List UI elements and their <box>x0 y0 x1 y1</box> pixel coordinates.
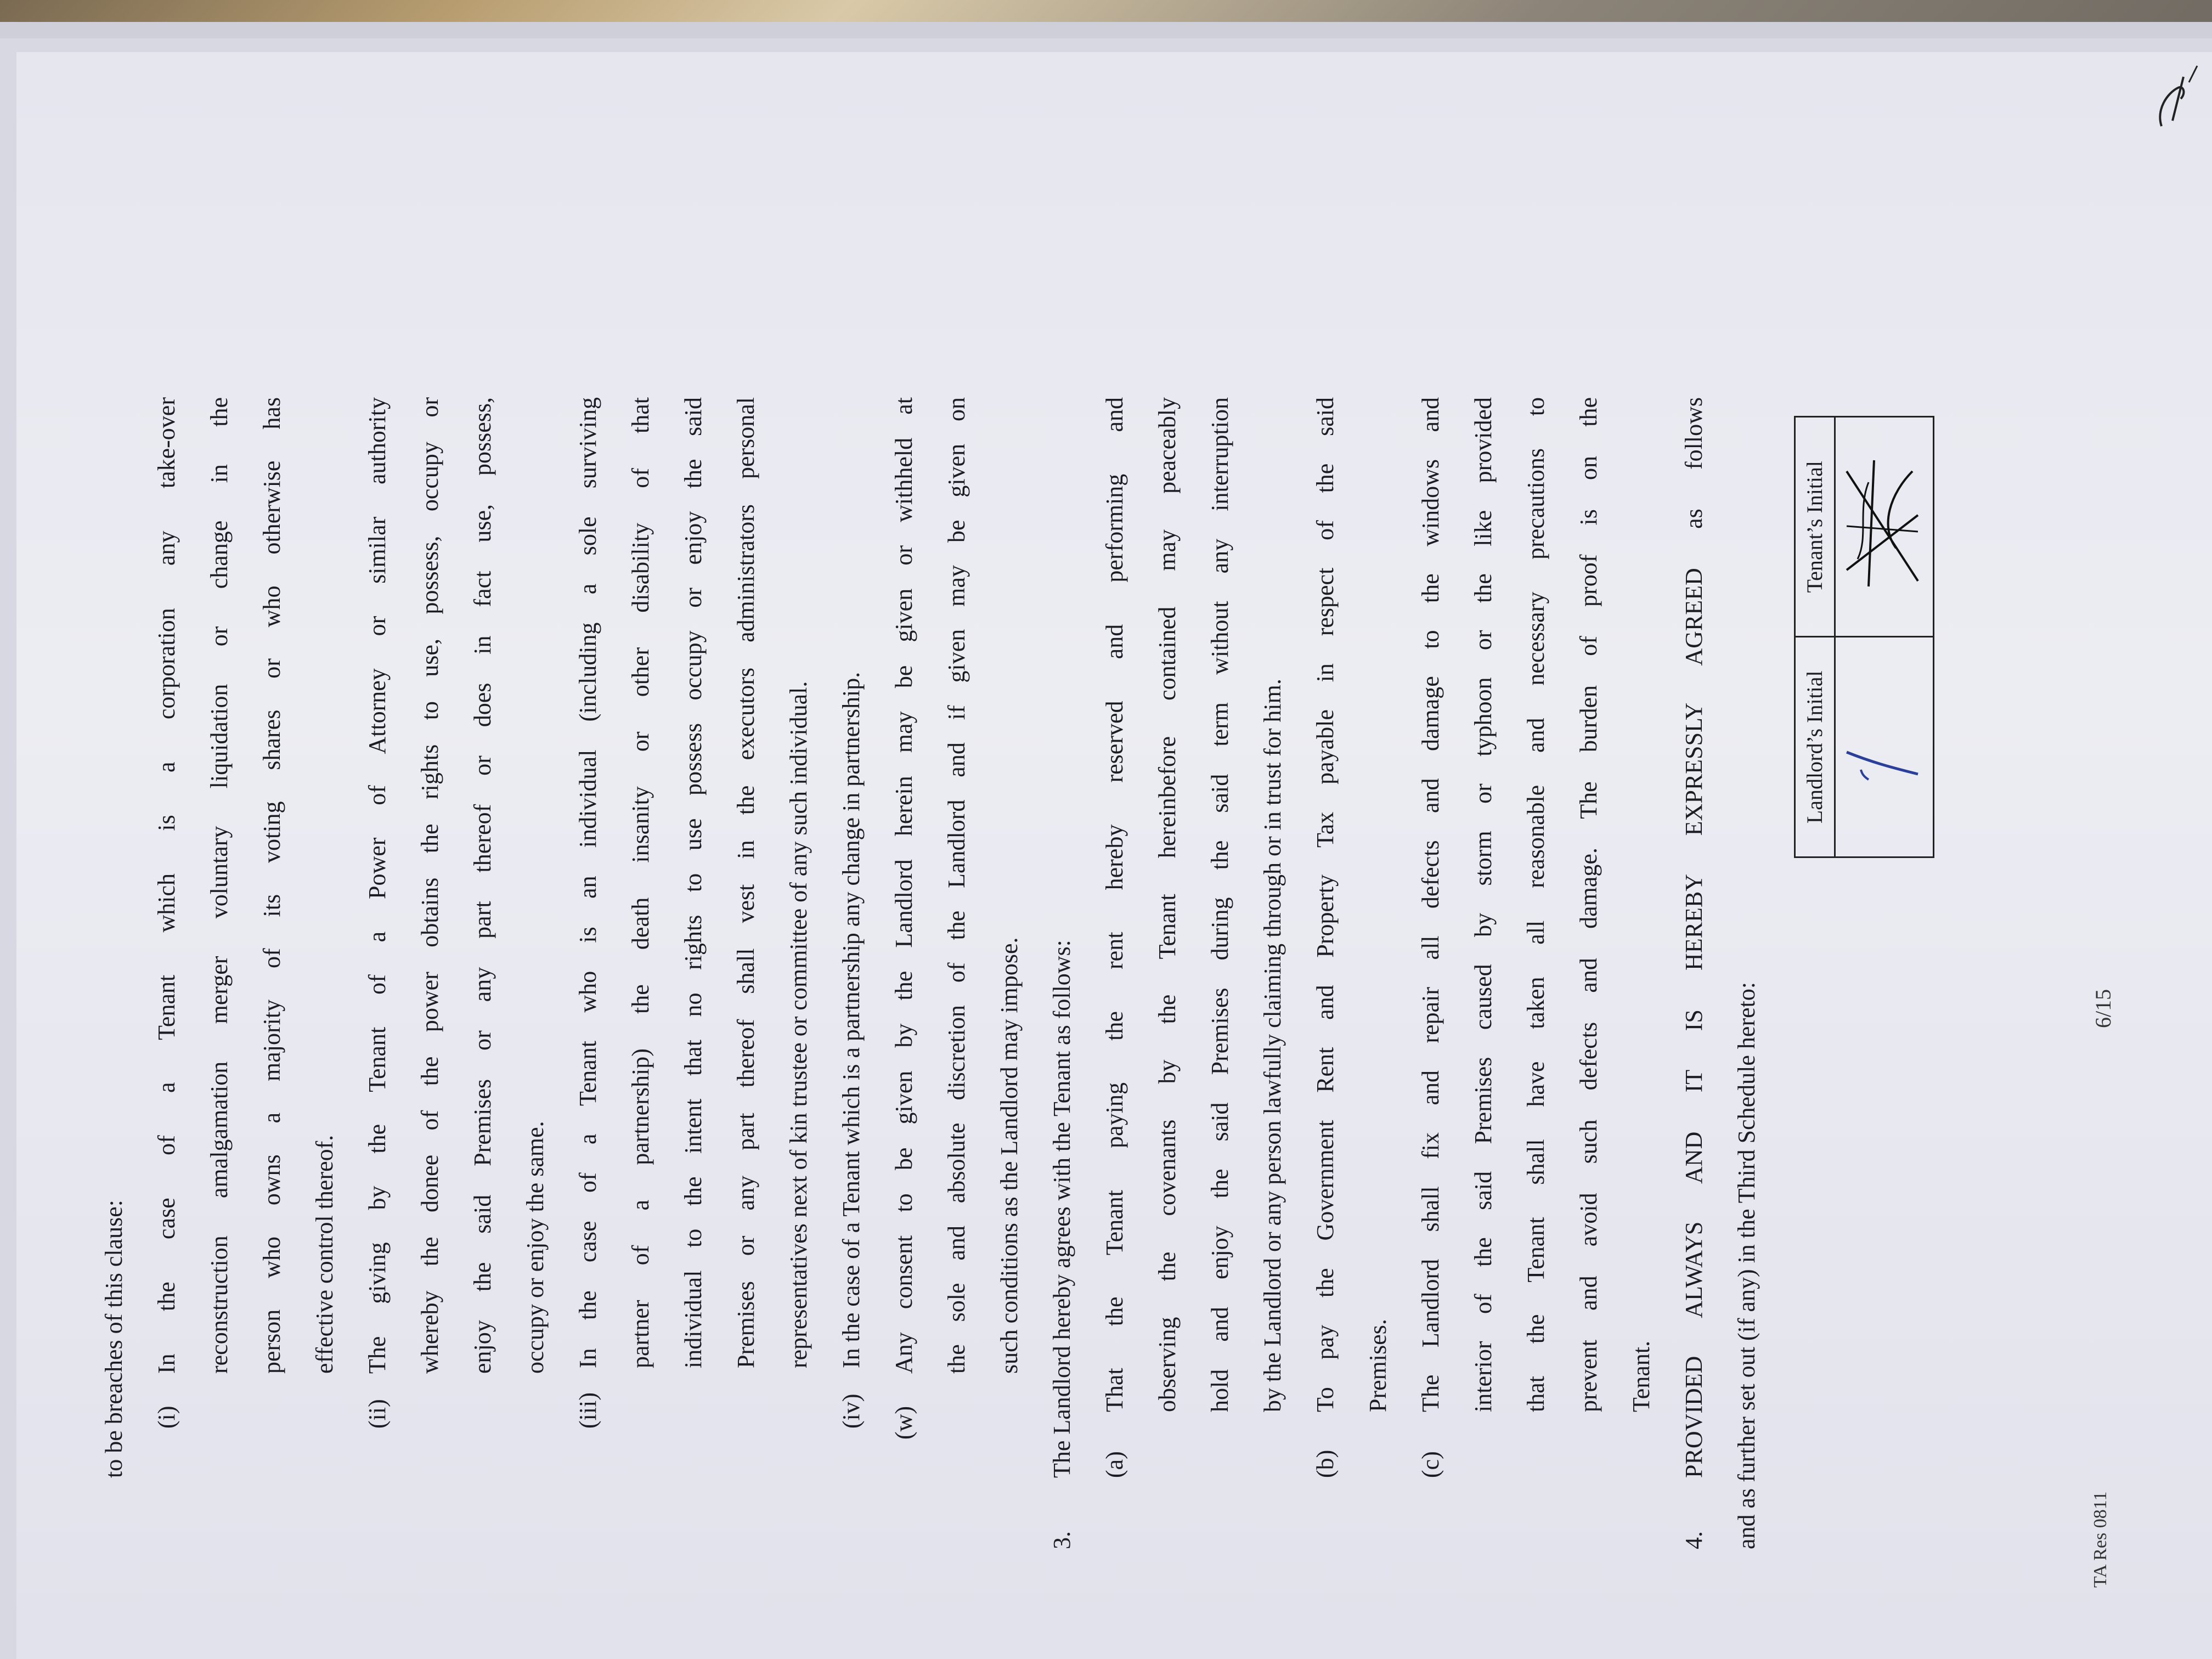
item-iii-line-5: representatives next of kin trustee or committee of any such individual. <box>785 681 812 1368</box>
clause-3c-line-3: that the Tenant shall have taken all reasonable and necessary precautions to <box>1522 397 1549 1412</box>
clause-4-line-1: PROVIDED ALWAYS AND IT IS HEREBY EXPRESSLY AGREED as follows <box>1680 397 1707 1478</box>
item-iv-label: (iv) <box>838 1393 865 1429</box>
landlord-initial-header: Landlord’s Initial <box>1796 638 1836 857</box>
rotated-document <box>16 52 2212 1659</box>
item-iii-label: (iii) <box>574 1392 601 1429</box>
item-ii-label: (ii) <box>364 1399 391 1429</box>
item-iv-line-1: In the case of a Tenant which is a partnership any change in partnership. <box>838 672 865 1368</box>
item-iii-line-3: individual to the intent that no rights to use possess occupy or enjoy the said <box>680 397 707 1368</box>
clause-3a-line-1: That the Tenant paying the rent hereby reserved and performing and <box>1101 397 1128 1412</box>
clause-3c-line-1: The Landlord shall fix and repair all defects and damage to the windows and <box>1417 397 1444 1412</box>
item-iii-line-2: partner of a partnership) the death insanity or other disability of that <box>627 397 654 1368</box>
footer-page-number: 6/15 <box>2091 989 2115 1028</box>
intro-line: to be breaches of this clause: <box>100 1199 127 1478</box>
clause-3a-line-2: observing the covenants by the Tenant hereinbefore contained may peaceably <box>1154 397 1181 1412</box>
clause-3b-line-2: Premises. <box>1364 1319 1391 1412</box>
landlord-initial-mark <box>1836 642 1929 856</box>
clause-3c-line-2: interior of the said Premises caused by storm or typhoon or the like provided <box>1470 397 1497 1412</box>
item-ii-line-4: occupy or enjoy the same. <box>522 1121 549 1374</box>
tenant-signature-mark <box>1836 422 1929 636</box>
item-ii-line-2: whereby the donee of the power obtains the rights to use, possess, occupy or <box>416 397 443 1374</box>
item-i-label: (i) <box>153 1406 180 1429</box>
clause-4-number: 4. <box>1680 1531 1707 1549</box>
clause-3c-line-4: prevent and avoid such defects and damage. The burden of proof is on the <box>1575 397 1602 1412</box>
clause-3-heading: The Landlord hereby agrees with the Tenant as follows: <box>1048 940 1075 1478</box>
clause-3c-label: (c) <box>1417 1451 1444 1478</box>
landlord-initial-cell <box>1796 636 1933 857</box>
clause-3b-line-1: To pay the Government Rent and Property Tax payable in respect of the said <box>1312 397 1339 1412</box>
clause-3a-line-3: hold and enjoy the said Premises during the said term without any interruption <box>1206 397 1233 1412</box>
document-page <box>16 52 2212 1659</box>
footer-code: TA Res 0811 <box>2090 1491 2111 1588</box>
tenant-initial-cell <box>1796 417 1933 636</box>
item-i-line-1: In the case of a Tenant which is a corporation any take-over <box>153 397 180 1374</box>
item-w-line-3: such conditions as the Landlord may impose. <box>996 937 1023 1374</box>
tenant-initial-header: Tenant’s Initial <box>1796 417 1836 636</box>
item-w-line-2: the sole and absolute discretion of the Landlord and if given may be given on <box>943 397 970 1374</box>
item-w-label: (w) <box>890 1406 917 1440</box>
item-ii-line-3: enjoy the said Premises or any part thereof or does in fact use, possess, <box>469 397 496 1374</box>
item-iii-line-1: In the case of a Tenant who is an individual (including a sole surviving <box>574 397 601 1368</box>
item-ii-line-1: The giving by the Tenant of a Power of Attorney or similar authority <box>364 397 391 1374</box>
item-i-line-2: reconstruction amalgamation merger voluntary liquidation or change in the <box>206 397 233 1374</box>
tenant-initial-box <box>1836 417 1933 636</box>
item-i-line-4: effective control thereof. <box>311 1135 338 1374</box>
clause-3b-label: (b) <box>1312 1449 1339 1478</box>
clause-3a-line-4: by the Landlord or any person lawfully claiming through or in trust for him. <box>1259 679 1286 1412</box>
item-iii-line-4: Premises or any part thereof shall vest in the executors administrators personal <box>732 397 759 1368</box>
corner-initial-mark <box>2145 55 2205 132</box>
landlord-initial-box <box>1836 638 1933 857</box>
item-w-line-1: Any consent to be given by the Landlord herein may be given or withheld at <box>890 397 917 1374</box>
clause-3-number: 3. <box>1048 1531 1075 1549</box>
clause-4-line-2: and as further set out (if any) in the Third Schedule hereto: <box>1733 981 1760 1549</box>
initials-table <box>1794 416 1934 858</box>
clause-3a-label: (a) <box>1101 1451 1128 1478</box>
clause-3c-line-5: Tenant. <box>1628 1340 1655 1412</box>
item-i-line-3: person who owns a majority of its voting shares or who otherwise has <box>258 397 285 1374</box>
